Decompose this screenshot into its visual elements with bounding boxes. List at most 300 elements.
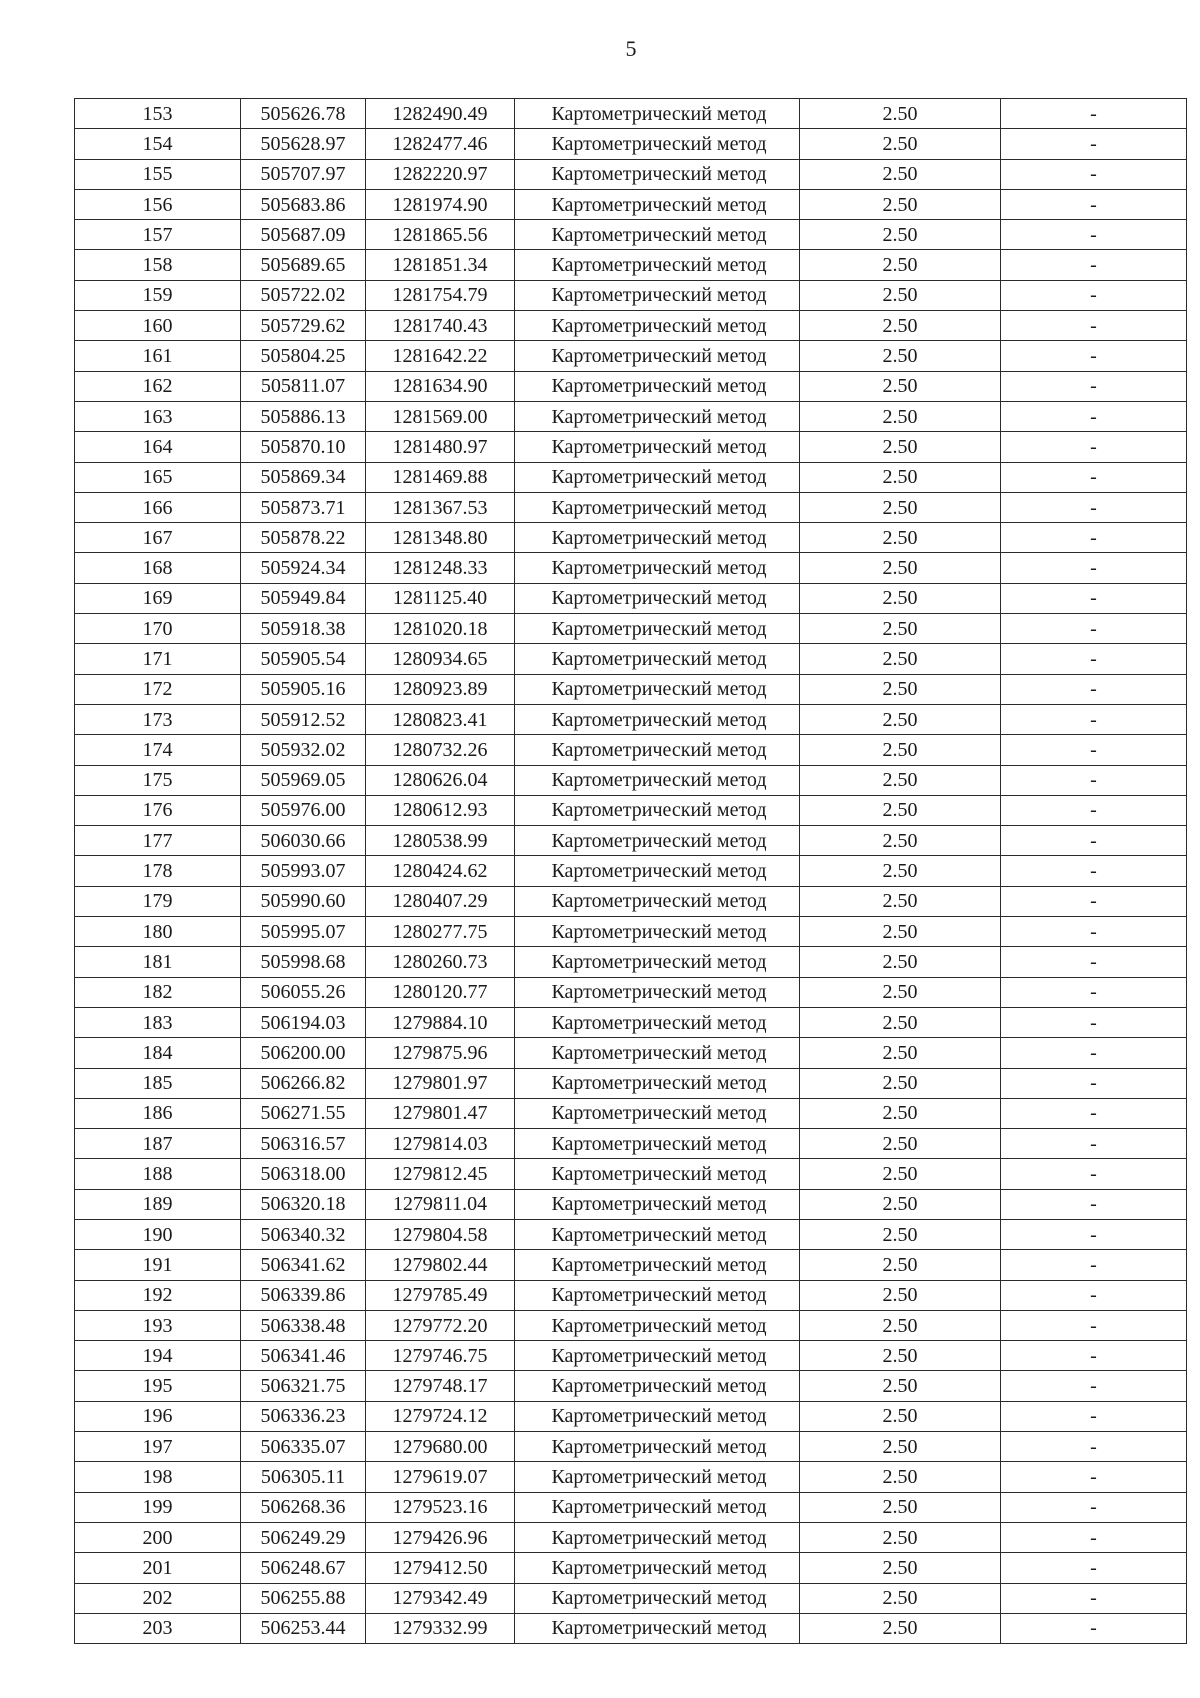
accuracy-cell: 2.50	[800, 1129, 1001, 1159]
y-coordinate-cell: 1281642.22	[366, 341, 515, 371]
point-number-cell: 169	[75, 583, 241, 613]
accuracy-cell: 2.50	[800, 1098, 1001, 1128]
note-cell: -	[1001, 674, 1187, 704]
y-coordinate-cell: 1280612.93	[366, 795, 515, 825]
x-coordinate-cell: 505869.34	[241, 462, 366, 492]
point-number-cell: 192	[75, 1280, 241, 1310]
method-cell: Картометрический метод	[515, 1250, 800, 1280]
accuracy-cell: 2.50	[800, 583, 1001, 613]
note-cell: -	[1001, 129, 1187, 159]
accuracy-cell: 2.50	[800, 735, 1001, 765]
note-cell: -	[1001, 401, 1187, 431]
accuracy-cell: 2.50	[800, 1038, 1001, 1068]
accuracy-cell: 2.50	[800, 1159, 1001, 1189]
y-coordinate-cell: 1280424.62	[366, 856, 515, 886]
note-cell: -	[1001, 1068, 1187, 1098]
table-row	[75, 1038, 1187, 1068]
x-coordinate-cell: 506249.29	[241, 1522, 366, 1552]
method-cell: Картометрический метод	[515, 401, 800, 431]
point-number-cell: 186	[75, 1098, 241, 1128]
table-row	[75, 1159, 1187, 1189]
point-number-cell: 201	[75, 1553, 241, 1583]
point-number-cell: 164	[75, 432, 241, 462]
method-cell: Картометрический метод	[515, 523, 800, 553]
accuracy-cell: 2.50	[800, 553, 1001, 583]
accuracy-cell: 2.50	[800, 1522, 1001, 1552]
accuracy-cell: 2.50	[800, 704, 1001, 734]
x-coordinate-cell: 505628.97	[241, 129, 366, 159]
accuracy-cell: 2.50	[800, 917, 1001, 947]
y-coordinate-cell: 1279804.58	[366, 1219, 515, 1249]
y-coordinate-cell: 1279748.17	[366, 1371, 515, 1401]
note-cell: -	[1001, 99, 1187, 129]
note-cell: -	[1001, 220, 1187, 250]
method-cell: Картометрический метод	[515, 614, 800, 644]
y-coordinate-cell: 1279619.07	[366, 1462, 515, 1492]
method-cell: Картометрический метод	[515, 1007, 800, 1037]
table-row	[75, 735, 1187, 765]
y-coordinate-cell: 1280732.26	[366, 735, 515, 765]
table-row	[75, 189, 1187, 219]
y-coordinate-cell: 1279811.04	[366, 1189, 515, 1219]
point-number-cell: 178	[75, 856, 241, 886]
x-coordinate-cell: 505912.52	[241, 704, 366, 734]
note-cell: -	[1001, 341, 1187, 371]
point-number-cell: 195	[75, 1371, 241, 1401]
x-coordinate-cell: 506248.67	[241, 1553, 366, 1583]
accuracy-cell: 2.50	[800, 1310, 1001, 1340]
y-coordinate-cell: 1281754.79	[366, 280, 515, 310]
x-coordinate-cell: 505707.97	[241, 159, 366, 189]
note-cell: -	[1001, 1522, 1187, 1552]
note-cell: -	[1001, 1038, 1187, 1068]
note-cell: -	[1001, 795, 1187, 825]
x-coordinate-cell: 505687.09	[241, 220, 366, 250]
page-number: 5	[625, 36, 637, 61]
accuracy-cell: 2.50	[800, 765, 1001, 795]
point-number-cell: 194	[75, 1341, 241, 1371]
table-row	[75, 977, 1187, 1007]
point-number-cell: 187	[75, 1129, 241, 1159]
x-coordinate-cell: 505626.78	[241, 99, 366, 129]
table-row	[75, 1098, 1187, 1128]
accuracy-cell: 2.50	[800, 311, 1001, 341]
point-number-cell: 161	[75, 341, 241, 371]
point-number-cell: 199	[75, 1492, 241, 1522]
x-coordinate-cell: 505990.60	[241, 886, 366, 916]
point-number-cell: 157	[75, 220, 241, 250]
y-coordinate-cell: 1280923.89	[366, 674, 515, 704]
note-cell: -	[1001, 1189, 1187, 1219]
x-coordinate-cell: 506335.07	[241, 1432, 366, 1462]
x-coordinate-cell: 505722.02	[241, 280, 366, 310]
point-number-cell: 182	[75, 977, 241, 1007]
x-coordinate-cell: 506336.23	[241, 1401, 366, 1431]
method-cell: Картометрический метод	[515, 462, 800, 492]
point-number-cell: 159	[75, 280, 241, 310]
note-cell: -	[1001, 583, 1187, 613]
note-cell: -	[1001, 311, 1187, 341]
note-cell: -	[1001, 1250, 1187, 1280]
table-row	[75, 159, 1187, 189]
method-cell: Картометрический метод	[515, 947, 800, 977]
x-coordinate-cell: 505969.05	[241, 765, 366, 795]
method-cell: Картометрический метод	[515, 1371, 800, 1401]
method-cell: Картометрический метод	[515, 735, 800, 765]
table-row	[75, 523, 1187, 553]
accuracy-cell: 2.50	[800, 1007, 1001, 1037]
x-coordinate-cell: 505976.00	[241, 795, 366, 825]
point-number-cell: 193	[75, 1310, 241, 1340]
y-coordinate-cell: 1280407.29	[366, 886, 515, 916]
method-cell: Картометрический метод	[515, 220, 800, 250]
point-number-cell: 165	[75, 462, 241, 492]
accuracy-cell: 2.50	[800, 401, 1001, 431]
method-cell: Картометрический метод	[515, 129, 800, 159]
accuracy-cell: 2.50	[800, 129, 1001, 159]
x-coordinate-cell: 505932.02	[241, 735, 366, 765]
point-number-cell: 173	[75, 704, 241, 734]
y-coordinate-cell: 1281469.88	[366, 462, 515, 492]
method-cell: Картометрический метод	[515, 553, 800, 583]
accuracy-cell: 2.50	[800, 189, 1001, 219]
table-row	[75, 492, 1187, 522]
accuracy-cell: 2.50	[800, 1068, 1001, 1098]
accuracy-cell: 2.50	[800, 250, 1001, 280]
table-row	[75, 99, 1187, 129]
table-row	[75, 1522, 1187, 1552]
x-coordinate-cell: 506194.03	[241, 1007, 366, 1037]
method-cell: Картометрический метод	[515, 1553, 800, 1583]
y-coordinate-cell: 1280277.75	[366, 917, 515, 947]
note-cell: -	[1001, 1098, 1187, 1128]
method-cell: Картометрический метод	[515, 917, 800, 947]
point-number-cell: 191	[75, 1250, 241, 1280]
table-row	[75, 886, 1187, 916]
accuracy-cell: 2.50	[800, 462, 1001, 492]
accuracy-cell: 2.50	[800, 1250, 1001, 1280]
point-number-cell: 200	[75, 1522, 241, 1552]
method-cell: Картометрический метод	[515, 492, 800, 522]
table-row	[75, 1613, 1187, 1643]
note-cell: -	[1001, 1583, 1187, 1613]
method-cell: Картометрический метод	[515, 250, 800, 280]
method-cell: Картометрический метод	[515, 583, 800, 613]
coordinates-table-body	[75, 99, 1187, 1644]
note-cell: -	[1001, 917, 1187, 947]
point-number-cell: 176	[75, 795, 241, 825]
table-row	[75, 1189, 1187, 1219]
method-cell: Картометрический метод	[515, 1462, 800, 1492]
table-row	[75, 1341, 1187, 1371]
note-cell: -	[1001, 1280, 1187, 1310]
x-coordinate-cell: 506318.00	[241, 1159, 366, 1189]
method-cell: Картометрический метод	[515, 674, 800, 704]
note-cell: -	[1001, 1462, 1187, 1492]
note-cell: -	[1001, 1219, 1187, 1249]
method-cell: Картометрический метод	[515, 826, 800, 856]
accuracy-cell: 2.50	[800, 1553, 1001, 1583]
x-coordinate-cell: 505998.68	[241, 947, 366, 977]
method-cell: Картометрический метод	[515, 765, 800, 795]
y-coordinate-cell: 1279801.47	[366, 1098, 515, 1128]
y-coordinate-cell: 1280120.77	[366, 977, 515, 1007]
accuracy-cell: 2.50	[800, 856, 1001, 886]
table-row	[75, 1432, 1187, 1462]
table-row	[75, 129, 1187, 159]
note-cell: -	[1001, 614, 1187, 644]
table-row	[75, 614, 1187, 644]
method-cell: Картометрический метод	[515, 432, 800, 462]
accuracy-cell: 2.50	[800, 1401, 1001, 1431]
method-cell: Картометрический метод	[515, 856, 800, 886]
method-cell: Картометрический метод	[515, 704, 800, 734]
note-cell: -	[1001, 189, 1187, 219]
accuracy-cell: 2.50	[800, 886, 1001, 916]
accuracy-cell: 2.50	[800, 1583, 1001, 1613]
point-number-cell: 189	[75, 1189, 241, 1219]
y-coordinate-cell: 1281348.80	[366, 523, 515, 553]
table-row	[75, 1068, 1187, 1098]
table-row	[75, 795, 1187, 825]
note-cell: -	[1001, 1401, 1187, 1431]
method-cell: Картометрический метод	[515, 886, 800, 916]
point-number-cell: 181	[75, 947, 241, 977]
x-coordinate-cell: 506305.11	[241, 1462, 366, 1492]
point-number-cell: 196	[75, 1401, 241, 1431]
note-cell: -	[1001, 523, 1187, 553]
method-cell: Картометрический метод	[515, 311, 800, 341]
accuracy-cell: 2.50	[800, 432, 1001, 462]
accuracy-cell: 2.50	[800, 795, 1001, 825]
note-cell: -	[1001, 250, 1187, 280]
point-number-cell: 170	[75, 614, 241, 644]
accuracy-cell: 2.50	[800, 644, 1001, 674]
accuracy-cell: 2.50	[800, 280, 1001, 310]
point-number-cell: 168	[75, 553, 241, 583]
note-cell: -	[1001, 492, 1187, 522]
accuracy-cell: 2.50	[800, 826, 1001, 856]
y-coordinate-cell: 1279802.44	[366, 1250, 515, 1280]
x-coordinate-cell: 506255.88	[241, 1583, 366, 1613]
note-cell: -	[1001, 735, 1187, 765]
point-number-cell: 203	[75, 1613, 241, 1643]
y-coordinate-cell: 1279801.97	[366, 1068, 515, 1098]
accuracy-cell: 2.50	[800, 947, 1001, 977]
note-cell: -	[1001, 826, 1187, 856]
point-number-cell: 183	[75, 1007, 241, 1037]
table-row	[75, 856, 1187, 886]
table-row	[75, 1583, 1187, 1613]
accuracy-cell: 2.50	[800, 1432, 1001, 1462]
method-cell: Картометрический метод	[515, 1341, 800, 1371]
accuracy-cell: 2.50	[800, 523, 1001, 553]
note-cell: -	[1001, 1553, 1187, 1583]
y-coordinate-cell: 1281974.90	[366, 189, 515, 219]
point-number-cell: 197	[75, 1432, 241, 1462]
method-cell: Картометрический метод	[515, 1432, 800, 1462]
method-cell: Картометрический метод	[515, 341, 800, 371]
point-number-cell: 154	[75, 129, 241, 159]
point-number-cell: 167	[75, 523, 241, 553]
coordinates-table	[74, 98, 1187, 1644]
method-cell: Картометрический метод	[515, 795, 800, 825]
table-row	[75, 1492, 1187, 1522]
table-row	[75, 644, 1187, 674]
x-coordinate-cell: 505918.38	[241, 614, 366, 644]
point-number-cell: 172	[75, 674, 241, 704]
x-coordinate-cell: 506320.18	[241, 1189, 366, 1219]
method-cell: Картометрический метод	[515, 1280, 800, 1310]
accuracy-cell: 2.50	[800, 1219, 1001, 1249]
x-coordinate-cell: 505811.07	[241, 371, 366, 401]
y-coordinate-cell: 1280934.65	[366, 644, 515, 674]
table-row	[75, 1310, 1187, 1340]
y-coordinate-cell: 1281020.18	[366, 614, 515, 644]
y-coordinate-cell: 1279785.49	[366, 1280, 515, 1310]
y-coordinate-cell: 1280260.73	[366, 947, 515, 977]
y-coordinate-cell: 1279812.45	[366, 1159, 515, 1189]
point-number-cell: 185	[75, 1068, 241, 1098]
x-coordinate-cell: 506321.75	[241, 1371, 366, 1401]
point-number-cell: 166	[75, 492, 241, 522]
point-number-cell: 175	[75, 765, 241, 795]
point-number-cell: 188	[75, 1159, 241, 1189]
method-cell: Картометрический метод	[515, 371, 800, 401]
method-cell: Картометрический метод	[515, 1522, 800, 1552]
y-coordinate-cell: 1279332.99	[366, 1613, 515, 1643]
method-cell: Картометрический метод	[515, 1129, 800, 1159]
table-row	[75, 1401, 1187, 1431]
accuracy-cell: 2.50	[800, 614, 1001, 644]
x-coordinate-cell: 505729.62	[241, 311, 366, 341]
note-cell: -	[1001, 644, 1187, 674]
point-number-cell: 155	[75, 159, 241, 189]
accuracy-cell: 2.50	[800, 220, 1001, 250]
x-coordinate-cell: 506055.26	[241, 977, 366, 1007]
method-cell: Картометрический метод	[515, 99, 800, 129]
x-coordinate-cell: 505905.16	[241, 674, 366, 704]
x-coordinate-cell: 506338.48	[241, 1310, 366, 1340]
y-coordinate-cell: 1281569.00	[366, 401, 515, 431]
table-row	[75, 917, 1187, 947]
method-cell: Картометрический метод	[515, 280, 800, 310]
x-coordinate-cell: 506030.66	[241, 826, 366, 856]
y-coordinate-cell: 1279426.96	[366, 1522, 515, 1552]
y-coordinate-cell: 1281740.43	[366, 311, 515, 341]
y-coordinate-cell: 1282220.97	[366, 159, 515, 189]
y-coordinate-cell: 1282477.46	[366, 129, 515, 159]
note-cell: -	[1001, 1341, 1187, 1371]
y-coordinate-cell: 1279884.10	[366, 1007, 515, 1037]
method-cell: Картометрический метод	[515, 1219, 800, 1249]
table-row	[75, 1462, 1187, 1492]
point-number-cell: 158	[75, 250, 241, 280]
note-cell: -	[1001, 371, 1187, 401]
point-number-cell: 198	[75, 1462, 241, 1492]
x-coordinate-cell: 505924.34	[241, 553, 366, 583]
method-cell: Картометрический метод	[515, 1583, 800, 1613]
table-row	[75, 280, 1187, 310]
note-cell: -	[1001, 1159, 1187, 1189]
table-row	[75, 432, 1187, 462]
point-number-cell: 153	[75, 99, 241, 129]
x-coordinate-cell: 505995.07	[241, 917, 366, 947]
y-coordinate-cell: 1282490.49	[366, 99, 515, 129]
method-cell: Картометрический метод	[515, 1492, 800, 1522]
accuracy-cell: 2.50	[800, 1462, 1001, 1492]
y-coordinate-cell: 1280626.04	[366, 765, 515, 795]
accuracy-cell: 2.50	[800, 99, 1001, 129]
table-row	[75, 250, 1187, 280]
x-coordinate-cell: 505905.54	[241, 644, 366, 674]
point-number-cell: 202	[75, 1583, 241, 1613]
point-number-cell: 160	[75, 311, 241, 341]
accuracy-cell: 2.50	[800, 1371, 1001, 1401]
note-cell: -	[1001, 947, 1187, 977]
accuracy-cell: 2.50	[800, 341, 1001, 371]
table-row	[75, 1553, 1187, 1583]
point-number-cell: 179	[75, 886, 241, 916]
method-cell: Картометрический метод	[515, 1310, 800, 1340]
method-cell: Картометрический метод	[515, 977, 800, 1007]
method-cell: Картометрический метод	[515, 644, 800, 674]
table-row	[75, 371, 1187, 401]
y-coordinate-cell: 1279772.20	[366, 1310, 515, 1340]
table-row	[75, 704, 1187, 734]
table-row	[75, 826, 1187, 856]
table-row	[75, 1219, 1187, 1249]
x-coordinate-cell: 506266.82	[241, 1068, 366, 1098]
note-cell: -	[1001, 1310, 1187, 1340]
note-cell: -	[1001, 856, 1187, 886]
x-coordinate-cell: 505804.25	[241, 341, 366, 371]
y-coordinate-cell: 1279412.50	[366, 1553, 515, 1583]
x-coordinate-cell: 506316.57	[241, 1129, 366, 1159]
x-coordinate-cell: 505949.84	[241, 583, 366, 613]
x-coordinate-cell: 506341.46	[241, 1341, 366, 1371]
y-coordinate-cell: 1279342.49	[366, 1583, 515, 1613]
table-row	[75, 583, 1187, 613]
table-row	[75, 462, 1187, 492]
y-coordinate-cell: 1281125.40	[366, 583, 515, 613]
x-coordinate-cell: 506340.32	[241, 1219, 366, 1249]
note-cell: -	[1001, 1492, 1187, 1522]
note-cell: -	[1001, 704, 1187, 734]
y-coordinate-cell: 1279746.75	[366, 1341, 515, 1371]
accuracy-cell: 2.50	[800, 371, 1001, 401]
point-number-cell: 156	[75, 189, 241, 219]
table-row	[75, 401, 1187, 431]
y-coordinate-cell: 1281851.34	[366, 250, 515, 280]
table-row	[75, 674, 1187, 704]
x-coordinate-cell: 505870.10	[241, 432, 366, 462]
x-coordinate-cell: 505683.86	[241, 189, 366, 219]
note-cell: -	[1001, 1613, 1187, 1643]
point-number-cell: 162	[75, 371, 241, 401]
note-cell: -	[1001, 1371, 1187, 1401]
point-number-cell: 184	[75, 1038, 241, 1068]
y-coordinate-cell: 1279724.12	[366, 1401, 515, 1431]
x-coordinate-cell: 505993.07	[241, 856, 366, 886]
table-row	[75, 1371, 1187, 1401]
point-number-cell: 177	[75, 826, 241, 856]
method-cell: Картометрический метод	[515, 159, 800, 189]
method-cell: Картометрический метод	[515, 1098, 800, 1128]
method-cell: Картометрический метод	[515, 189, 800, 219]
x-coordinate-cell: 505886.13	[241, 401, 366, 431]
note-cell: -	[1001, 553, 1187, 583]
